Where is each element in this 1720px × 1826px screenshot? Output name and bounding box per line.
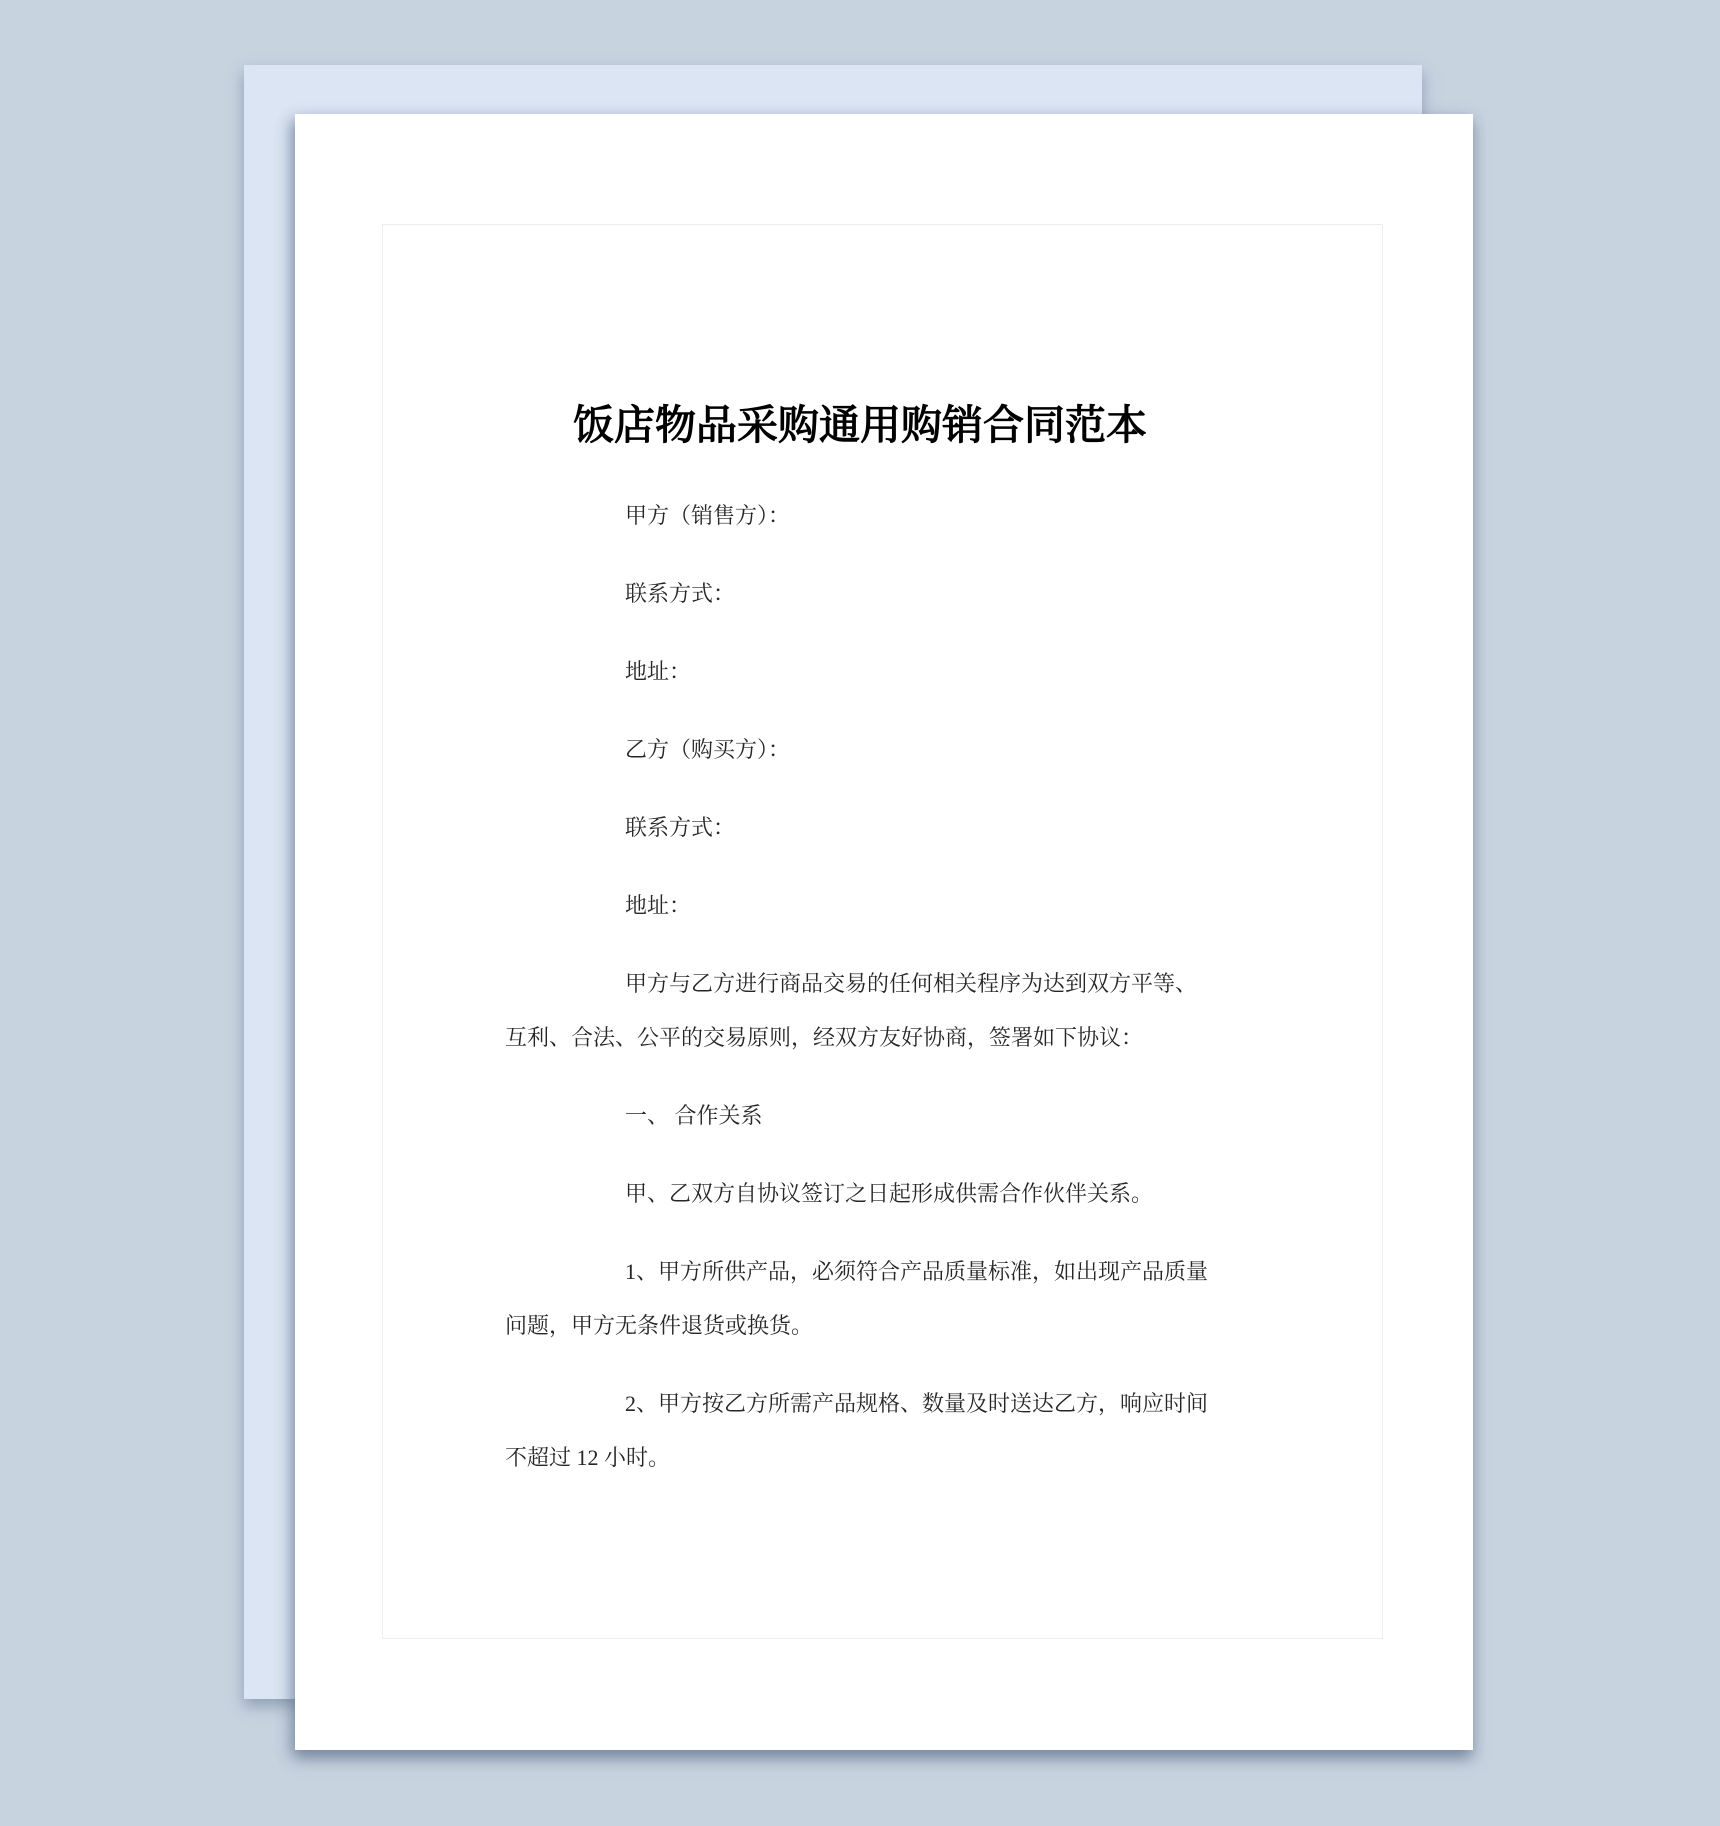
section-1-clause-2: 1、甲方所供产品，必须符合产品质量标准，如出现产品质量问题，甲方无条件退货或换货。 bbox=[505, 1259, 1209, 1338]
field-contact-a: 联系方式： bbox=[625, 581, 736, 606]
document-page bbox=[295, 114, 1473, 1750]
intro-paragraph: 甲方与乙方进行商品交易的任何相关程序为达到双方平等、互利、合法、公平的交易原则，经双方友好协商，签署如下协议： bbox=[505, 971, 1198, 1050]
field-address-b: 地址： bbox=[625, 893, 692, 918]
section-1-clause-3: 2、甲方按乙方所需产品规格、数量及时送达乙方，响应时间不超过 12 小时。 bbox=[505, 1391, 1209, 1470]
document-title: 饭店物品采购通用购销合同范本 bbox=[573, 402, 1147, 448]
field-party-b-buyer: 乙方（购买方）： bbox=[625, 737, 791, 762]
section-1-clause-1: 甲、乙双方自协议签订之日起形成供需合作伙伴关系。 bbox=[625, 1181, 1154, 1206]
document-content bbox=[505, 114, 1215, 1509]
field-party-a-seller: 甲方（销售方）： bbox=[625, 503, 791, 528]
field-contact-b: 联系方式： bbox=[625, 815, 736, 840]
section-1-heading: 一、 合作关系 bbox=[625, 1103, 763, 1128]
field-address-a: 地址： bbox=[625, 659, 692, 684]
